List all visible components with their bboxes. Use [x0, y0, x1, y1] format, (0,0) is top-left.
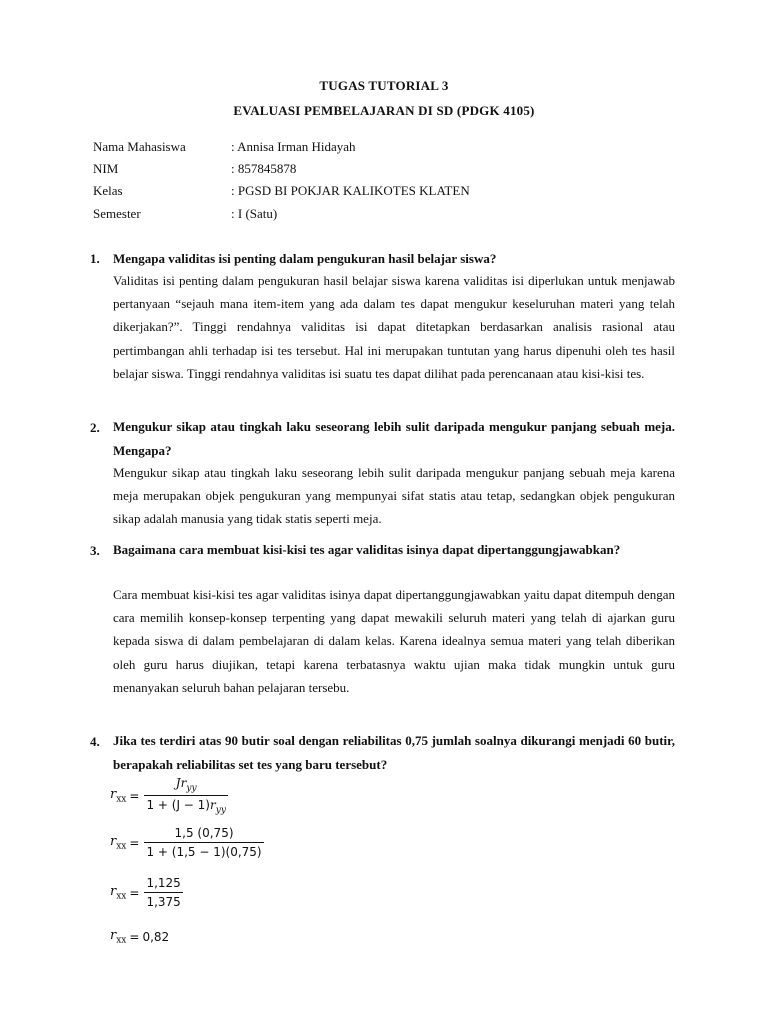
info-value: : PGSD BI POKJAR KALIKOTES KLATEN [231, 183, 470, 198]
formula-lhs: $r_{xx}$ [110, 787, 127, 805]
formula-lhs: $r_{xx}$ [110, 928, 127, 946]
info-row-nim [93, 161, 693, 179]
info-value: : 857845878 [231, 161, 297, 176]
info-value: : Annisa Irman Hidayah [231, 139, 356, 154]
question-text: Mengukur sikap atau tingkah laku seseorang lebih sulit daripada mengukur panjang sebuah meja. Mengapa? [113, 419, 675, 458]
info-row-semester [93, 206, 693, 224]
answer-text: Mengukur sikap atau tingkah laku seseorang lebih sulit daripada mengukur panjang sebuah meja karena meja merupakan objek pengukuran yang mempunyai sifat statis atau tetap, sedangkan objek pengukuran sikap adalah manusia yang tidak statis seperti meja. [113, 465, 675, 527]
formula-fraction: $\frac{1,125}{1,375}$ [146, 876, 181, 909]
question-text: Mengapa validitas isi penting dalam pengukuran hasil belajar siswa? [113, 251, 497, 266]
document-subtitle: EVALUASI PEMBELAJARAN DI SD (PDGK 4105) [233, 103, 535, 118]
info-label: Kelas [93, 183, 123, 198]
info-label: Nama Mahasiswa [93, 139, 186, 154]
formula-spearman-brown: $r_{xx}$ = $\frac{Jr_{yy}}{1 + (J - 1)r_{yy}}$ [110, 776, 226, 816]
question-number: 1. [90, 251, 100, 266]
info-value: : I (Satu) [231, 206, 278, 221]
formula-lhs: $r_{xx}$ [110, 883, 127, 902]
result-value: 0,82 [142, 929, 170, 944]
answer-text: Cara membuat kisi-kisi tes agar validitas isinya dapat dipertanggungjawabkan yaitu dapat ditempuh dengan cara memilih konsep-konsep terpenting yang dapat mewakili seluruh materi yang telah di ajarkan guru kepada siswa di dalam pembelajaran di dalam kelas. Karena idealnya semua materi yang telah diberikan oleh guru harus diujikan, tetapi karena terbatasnya waktu ujian maka tidak mungkin untuk guru menanyakan seluruh bahan pelajaran tersebu. [113, 587, 675, 695]
info-row-name [93, 139, 693, 157]
question-text: Bagaimana cara membuat kisi-kisi tes agar validitas isinya dapat dipertanggungjawabkan? [113, 542, 621, 557]
formula-result: $r_{xx}$ = 0,82 [110, 928, 170, 946]
info-label: Semester [93, 206, 141, 221]
question-number: 3. [90, 543, 100, 558]
question-text: Jika tes terdiri atas 90 butir soal dengan reliabilitas 0,75 jumlah soalnya dikurangi menjadi 60 butir, berapakah reliabilitas set tes yang baru tersebut? [113, 733, 675, 772]
formula-lhs: $r_{xx}$ [110, 833, 127, 852]
formula-fraction: $\frac{Jr_{yy}}{1 + (J - 1)r_{yy}}$ [146, 776, 226, 816]
formula-simplified: $r_{xx}$ = $\frac{1,125}{1,375}$ [110, 876, 181, 909]
formula-fraction: $\frac{1,5 (0,75)}{1 + (1,5 - 1)(0,75)}$ [146, 826, 262, 859]
answer-text: Validitas isi penting dalam pengukuran hasil belajar siswa karena validitas isi diperlukan untuk menjawab pertanyaan “sejauh mana item-item yang ada dalam tes dapat mengukur keseluruhan materi yang telah dikerjakan?”. Tinggi rendahnya validitas isi dapat ditetapkan berdasarkan analisis rasional atau pertimbangan ahli terhadap isi tes tersebut. Hal ini merupakan tuntutan yang harus dipenuhi oleh tes hasil belajar siswa. Tinggi rendahnya validitas isi suatu tes dapat dilihat pada perencanaan atau kisi-kisi tes. [113, 273, 675, 381]
question-number: 2. [90, 420, 100, 435]
formula-substitution: $r_{xx}$ = $\frac{1,5 (0,75)}{1 + (1,5 - 1)(0,75)}$ [110, 826, 262, 859]
info-row-class [93, 183, 693, 201]
info-label: NIM [93, 161, 119, 176]
document-title: TUGAS TUTORIAL 3 [319, 78, 449, 93]
question-number: 4. [90, 734, 100, 749]
